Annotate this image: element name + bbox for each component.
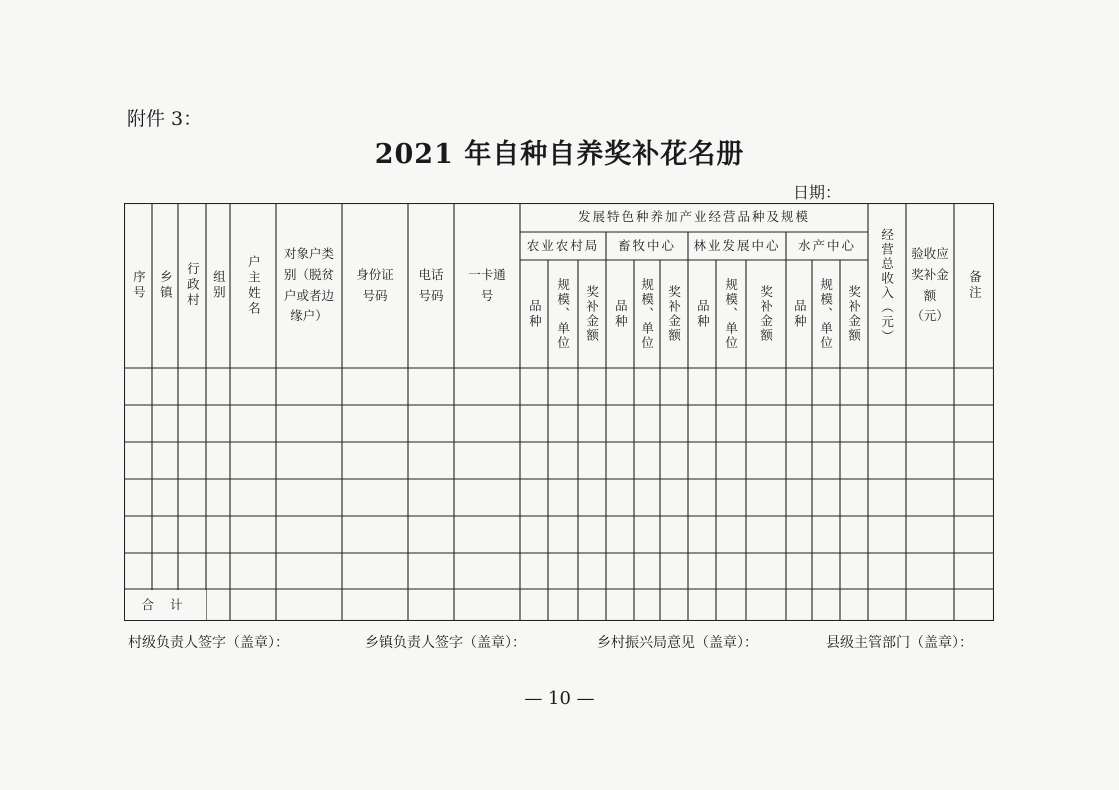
col-header-village: 行政村 (185, 262, 201, 309)
dept-animal: 畜牧中心 (617, 237, 676, 253)
register-table (124, 203, 994, 621)
sub-amount: 奖补金额 (666, 285, 682, 343)
col-header-income: 经营总收入（元） (879, 227, 895, 344)
signature-county: 县级主管部门（盖章）： (826, 635, 973, 651)
col-header-town: 乡镇 (158, 270, 174, 301)
sub-amount: 奖补金额 (584, 285, 600, 343)
col-header-seq: 序号 (131, 270, 147, 301)
col-header-phone: 电话号码 (418, 266, 444, 303)
dept-forest: 林业发展中心 (693, 237, 781, 253)
attachment-label: 附件 3： (127, 108, 203, 130)
sub-variety: 品种 (527, 298, 543, 330)
signature-village: 村级负责人签字（盖章）： (128, 635, 289, 651)
page-number: — 10 — (524, 688, 595, 709)
sub-variety: 品种 (792, 298, 808, 330)
col-header-id: 身份证号码 (356, 266, 394, 303)
sub-scale: 规模、单位 (818, 277, 834, 351)
col-header-group: 组别 (211, 270, 227, 301)
signature-town: 乡镇负责人签字（盖章）： (365, 635, 526, 651)
date-label: 日期： (793, 183, 842, 202)
dept-water: 水产中心 (797, 237, 856, 253)
sub-variety: 品种 (695, 298, 711, 330)
sub-scale: 规模、单位 (555, 277, 571, 351)
col-header-card: 一卡通号 (468, 266, 506, 303)
col-header-type: 对象户类别（脱贫户或者边缘户） (284, 246, 335, 324)
sub-scale: 规模、单位 (723, 277, 739, 351)
sub-amount: 奖补金额 (846, 285, 862, 343)
signature-bureau: 乡村振兴局意见（盖章）： (597, 635, 758, 651)
dept-agri: 农业农村局 (526, 237, 600, 253)
sub-amount: 奖补金额 (758, 285, 774, 343)
col-header-award: 验收应奖补金额（元） (911, 246, 949, 324)
col-header-note: 备注 (967, 270, 983, 301)
col-header-name: 户主姓名 (246, 254, 262, 317)
total-row-label: 合 计 (141, 596, 189, 612)
sub-scale: 规模、单位 (639, 277, 655, 351)
document-title: 2021 年自种自养奖补花名册 (374, 139, 745, 170)
group-header: 发展特色种养加产业经营品种及规模 (577, 209, 810, 225)
sub-variety: 品种 (613, 298, 629, 330)
